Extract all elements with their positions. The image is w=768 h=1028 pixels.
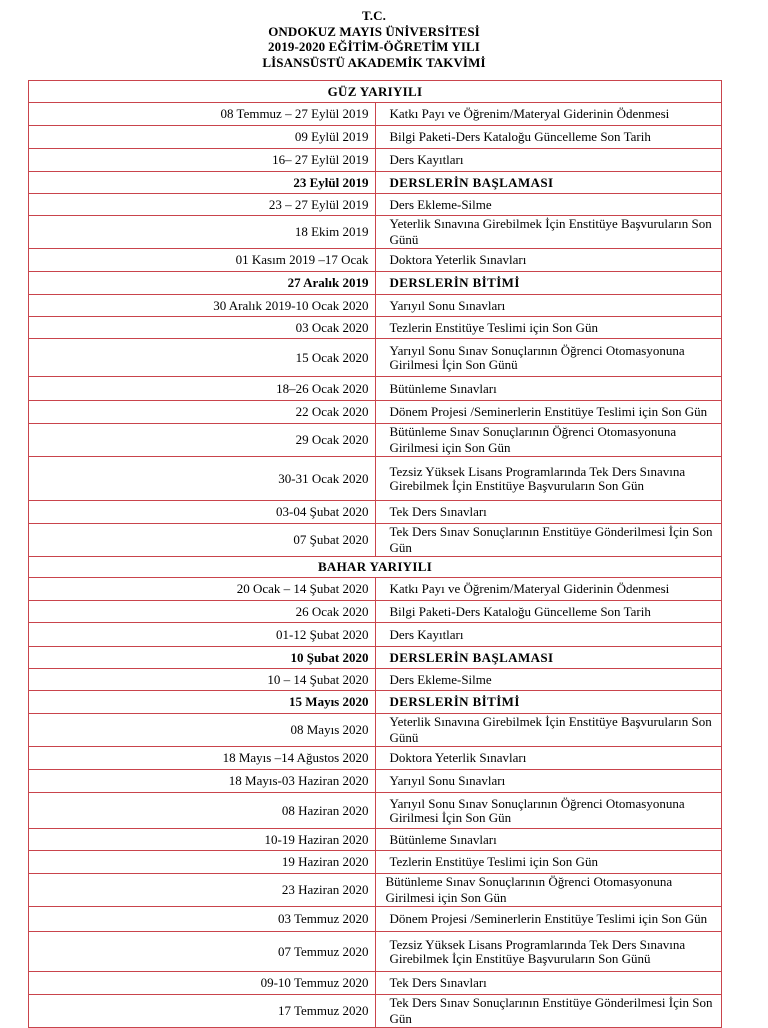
table-row <box>29 149 722 172</box>
row-date: 30-31 Ocak 2020 <box>29 457 376 501</box>
row-date: 01 Kasım 2019 –17 Ocak <box>29 249 376 272</box>
row-description: DERSLERİN BAŞLAMASI <box>375 647 722 669</box>
table-row <box>29 194 722 216</box>
row-date: 22 Ocak 2020 <box>29 401 376 424</box>
row-date: 07 Şubat 2020 <box>29 524 376 557</box>
row-date: 08 Mayıs 2020 <box>29 714 376 747</box>
row-description: DERSLERİN BAŞLAMASI <box>375 172 722 194</box>
table-row <box>29 126 722 149</box>
row-date: 01-12 Şubat 2020 <box>29 623 376 647</box>
row-date: 26 Ocak 2020 <box>29 601 376 623</box>
table-row <box>29 424 722 457</box>
row-description: Doktora Yeterlik Sınavları <box>375 249 722 272</box>
row-description: Doktora Yeterlik Sınavları <box>375 747 722 770</box>
row-date: 18 Ekim 2019 <box>29 216 376 249</box>
row-description: Yarıyıl Sonu Sınavları <box>375 295 722 317</box>
table-row <box>29 524 722 557</box>
table-row <box>29 295 722 317</box>
table-row-highlight <box>29 272 722 295</box>
row-date: 23 – 27 Eylül 2019 <box>29 194 376 216</box>
table-row <box>29 851 722 874</box>
row-description: Yarıyıl Sonu Sınav Sonuçlarının Öğrenci Otomasyonuna Girilmesi İçin Son Günü <box>375 339 722 377</box>
table-row <box>29 770 722 793</box>
row-description: Tek Ders Sınavları <box>375 972 722 995</box>
row-description: Tek Ders Sınavları <box>375 501 722 524</box>
table-row <box>29 932 722 972</box>
row-date: 09 Eylül 2019 <box>29 126 376 149</box>
row-description: Tek Ders Sınav Sonuçlarının Enstitüye Gönderilmesi İçin Son Gün <box>375 524 722 557</box>
row-description: Katkı Payı ve Öğrenim/Materyal Giderinin Ödenmesi <box>375 578 722 601</box>
row-date: 16– 27 Eylül 2019 <box>29 149 376 172</box>
table-row <box>29 377 722 401</box>
section-title-fall: GÜZ YARIYILI <box>29 81 722 103</box>
table-row-highlight <box>29 172 722 194</box>
row-date: 30 Aralık 2019-10 Ocak 2020 <box>29 295 376 317</box>
row-date: 10-19 Haziran 2020 <box>29 829 376 851</box>
row-date: 03-04 Şubat 2020 <box>29 501 376 524</box>
row-description: Katkı Payı ve Öğrenim/Materyal Giderinin Ödenmesi <box>375 103 722 126</box>
row-date: 08 Temmuz – 27 Eylül 2019 <box>29 103 376 126</box>
row-description: Yarıyıl Sonu Sınavları <box>375 770 722 793</box>
row-date: 17 Temmuz 2020 <box>29 995 376 1028</box>
row-description: Bütünleme Sınavları <box>375 829 722 851</box>
row-description: DERSLERİN BİTİMİ <box>375 272 722 295</box>
table-row <box>29 972 722 995</box>
row-description: Bütünleme Sınav Sonuçlarının Öğrenci Otomasyonuna Girilmesi için Son Gün <box>375 424 722 457</box>
row-description: DERSLERİN BİTİMİ <box>375 691 722 714</box>
row-date: 18 Mayıs-03 Haziran 2020 <box>29 770 376 793</box>
table-row <box>29 601 722 623</box>
table-row <box>29 501 722 524</box>
academic-calendar-table <box>28 80 722 1028</box>
row-description: Ders Kayıtları <box>375 623 722 647</box>
row-description: Tezsiz Yüksek Lisans Programlarında Tek Ders Sınavına Girebilmek İçin Enstitüye Başvuruların Son Günü <box>375 932 722 972</box>
table-row <box>29 829 722 851</box>
table-row <box>29 401 722 424</box>
row-description: Bilgi Paketi-Ders Kataloğu Güncelleme Son Tarih <box>375 126 722 149</box>
table-row-highlight <box>29 691 722 714</box>
section-header-row <box>29 557 722 578</box>
table-row <box>29 103 722 126</box>
table-row <box>29 714 722 747</box>
row-date: 19 Haziran 2020 <box>29 851 376 874</box>
row-description: Dönem Projesi /Seminerlerin Enstitüye Teslimi için Son Gün <box>375 401 722 424</box>
row-description: Yeterlik Sınavına Girebilmek İçin Enstitüye Başvuruların Son Günü <box>375 216 722 249</box>
row-date: 03 Ocak 2020 <box>29 317 376 339</box>
table-row <box>29 216 722 249</box>
row-description: Tek Ders Sınav Sonuçlarının Enstitüye Gönderilmesi İçin Son Gün <box>375 995 722 1028</box>
table-row <box>29 578 722 601</box>
section-header-row <box>29 81 722 103</box>
section-title-spring: BAHAR YARIYILI <box>29 557 722 578</box>
row-date: 08 Haziran 2020 <box>29 793 376 829</box>
row-description: Ders Ekleme-Silme <box>375 669 722 691</box>
row-description: Tezlerin Enstitüye Teslimi için Son Gün <box>375 317 722 339</box>
row-date: 18–26 Ocak 2020 <box>29 377 376 401</box>
row-date: 23 Haziran 2020 <box>29 874 376 907</box>
table-row <box>29 339 722 377</box>
row-date: 27 Aralık 2019 <box>29 272 376 295</box>
row-date: 15 Mayıs 2020 <box>29 691 376 714</box>
row-date: 03 Temmuz 2020 <box>29 907 376 932</box>
row-description: Bütünleme Sınav Sonuçlarının Öğrenci Otomasyonuna Girilmesi için Son Gün <box>375 874 722 907</box>
table-row <box>29 317 722 339</box>
row-description: Tezsiz Yüksek Lisans Programlarında Tek Ders Sınavına Girebilmek İçin Enstitüye Başvuruların Son Gün <box>375 457 722 501</box>
table-row <box>29 669 722 691</box>
header-calendar-title: LİSANSÜSTÜ AKADEMİK TAKVİMİ <box>262 54 486 70</box>
table-row <box>29 623 722 647</box>
row-description: Ders Kayıtları <box>375 149 722 172</box>
table-row <box>29 249 722 272</box>
row-description: Ders Ekleme-Silme <box>375 194 722 216</box>
row-description: Yarıyıl Sonu Sınav Sonuçlarının Öğrenci Otomasyonuna Girilmesi İçin Son Gün <box>375 793 722 829</box>
header-academic-year: 2019-2020 EĞİTİM-ÖĞRETİM YILI <box>268 39 480 54</box>
table-row <box>29 874 722 907</box>
row-date: 07 Temmuz 2020 <box>29 932 376 972</box>
row-description: Bilgi Paketi-Ders Kataloğu Güncelleme Son Tarih <box>375 601 722 623</box>
row-description: Dönem Projesi /Seminerlerin Enstitüye Teslimi için Son Gün <box>375 907 722 932</box>
row-date: 10 Şubat 2020 <box>29 647 376 669</box>
row-date: 29 Ocak 2020 <box>29 424 376 457</box>
row-date: 20 Ocak – 14 Şubat 2020 <box>29 578 376 601</box>
table-row <box>29 457 722 501</box>
row-description: Tezlerin Enstitüye Teslimi için Son Gün <box>375 851 722 874</box>
table-row <box>29 793 722 829</box>
row-date: 15 Ocak 2020 <box>29 339 376 377</box>
table-row <box>29 995 722 1028</box>
row-description: Yeterlik Sınavına Girebilmek İçin Enstitüye Başvuruların Son Günü <box>375 714 722 747</box>
table-row <box>29 907 722 932</box>
table-row-highlight <box>29 647 722 669</box>
row-date: 10 – 14 Şubat 2020 <box>29 669 376 691</box>
row-date: 18 Mayıs –14 Ağustos 2020 <box>29 747 376 770</box>
header-university: ONDOKUZ MAYIS ÜNİVERSİTESİ <box>268 23 480 39</box>
row-date: 09-10 Temmuz 2020 <box>29 972 376 995</box>
row-description: Bütünleme Sınavları <box>375 377 722 401</box>
header-line-tc: T.C. <box>362 8 386 23</box>
document-header <box>0 8 748 70</box>
row-date: 23 Eylül 2019 <box>29 172 376 194</box>
table-row <box>29 747 722 770</box>
